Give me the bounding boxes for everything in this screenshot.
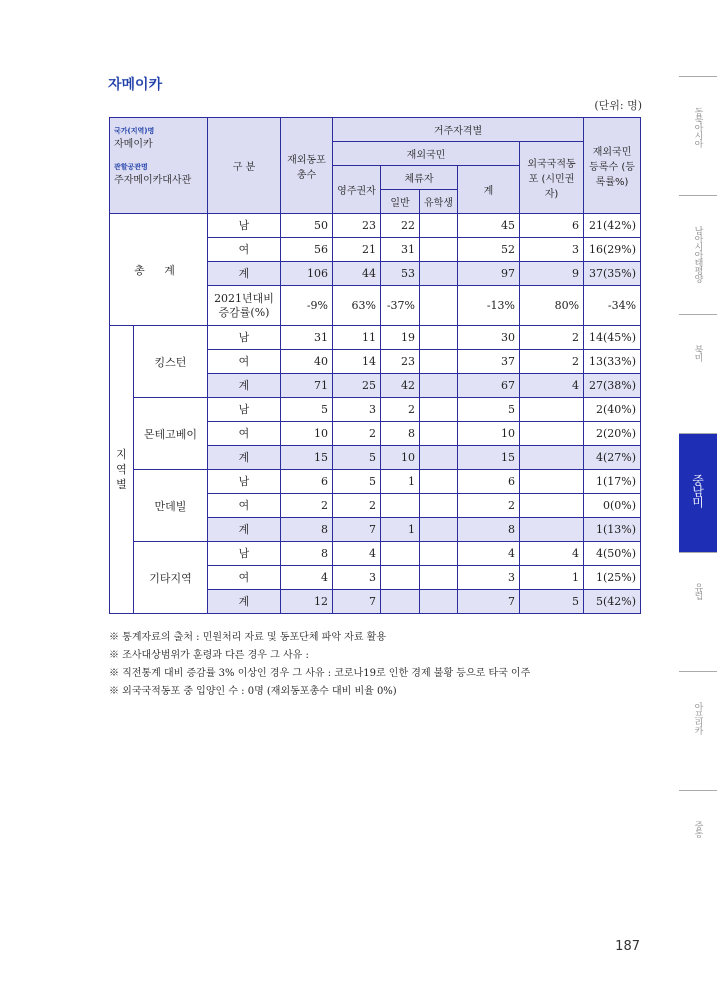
data-cell: -13% — [458, 286, 520, 326]
data-cell: 9 — [520, 262, 584, 286]
side-tab-latin-america[interactable]: 중남미 — [679, 433, 717, 552]
header-category: 구 분 — [208, 118, 281, 214]
data-cell: 5 — [333, 446, 381, 470]
data-cell: 5 — [458, 398, 520, 422]
data-cell: 4 — [281, 566, 333, 590]
region-side-nav — [679, 76, 717, 909]
side-tab-north-america[interactable]: 북미 — [679, 314, 717, 433]
data-cell: 4 — [458, 542, 520, 566]
data-cell: 50 — [281, 214, 333, 238]
row-label: 남 — [208, 398, 281, 422]
row-label: 여 — [208, 566, 281, 590]
data-cell — [420, 214, 458, 238]
data-cell: 4 — [520, 542, 584, 566]
row-label: 여 — [208, 350, 281, 374]
data-cell: 5 — [333, 470, 381, 494]
page-title: 자메이카 — [108, 77, 163, 93]
footnote: ※ 직전통계 대비 증감률 3% 이상인 경우 그 사유 : 코로나19로 인한 경제 불황 등으로 타국 이주 — [109, 668, 531, 679]
data-cell — [420, 350, 458, 374]
region-name: 몬테고베이 — [134, 398, 208, 470]
data-cell — [520, 422, 584, 446]
data-cell — [420, 518, 458, 542]
table-row — [110, 326, 641, 350]
data-cell — [381, 566, 420, 590]
data-cell: 52 — [458, 238, 520, 262]
data-cell: 106 — [281, 262, 333, 286]
data-cell — [520, 446, 584, 470]
region-group-text: 지역별 — [116, 448, 127, 491]
region-name: 기타지역 — [134, 542, 208, 614]
header-general: 일반 — [381, 190, 420, 214]
side-tab-europe[interactable]: 유럽 — [679, 552, 717, 671]
data-cell: 97 — [458, 262, 520, 286]
data-cell: 5(42%) — [584, 590, 641, 614]
side-tab-africa[interactable]: 아프리카 — [679, 671, 717, 790]
data-cell: 25 — [333, 374, 381, 398]
header-foreign: 외국국적동포 (시민권자) — [520, 142, 584, 214]
data-cell: 2 — [520, 326, 584, 350]
data-cell — [420, 238, 458, 262]
data-cell: 71 — [281, 374, 333, 398]
row-label: 계 — [208, 590, 281, 614]
data-cell: 67 — [458, 374, 520, 398]
data-cell — [520, 398, 584, 422]
data-cell: 2 — [333, 494, 381, 518]
header-sum: 계 — [458, 166, 520, 214]
data-cell: 3 — [458, 566, 520, 590]
row-label: 여 — [208, 422, 281, 446]
data-cell: 8 — [381, 422, 420, 446]
data-cell: 6 — [281, 470, 333, 494]
data-cell: 15 — [281, 446, 333, 470]
data-cell: 8 — [281, 542, 333, 566]
statistics-table — [109, 117, 641, 614]
data-cell: 4(27%) — [584, 446, 641, 470]
data-cell: 31 — [281, 326, 333, 350]
header-country-cell: 국가(지역)명 자메이카 관할공관명 주자메이카대사관 — [110, 118, 208, 214]
data-cell: -9% — [281, 286, 333, 326]
data-cell: 56 — [281, 238, 333, 262]
header-sojourn: 체류자 — [381, 166, 458, 190]
data-cell — [420, 374, 458, 398]
data-cell: 10 — [458, 422, 520, 446]
data-cell: 37(35%) — [584, 262, 641, 286]
data-cell — [520, 518, 584, 542]
data-cell: -37% — [381, 286, 420, 326]
data-cell — [420, 422, 458, 446]
data-cell: 4(50%) — [584, 542, 641, 566]
row-label: 여 — [208, 494, 281, 518]
data-cell: 1(17%) — [584, 470, 641, 494]
data-cell: 42 — [381, 374, 420, 398]
footnote: ※ 외국국적동포 중 입양인 수 : 0명 (재외동포총수 대비 비율 0%) — [109, 686, 397, 697]
data-cell: 7 — [458, 590, 520, 614]
row-label: 계 — [208, 446, 281, 470]
data-cell: 53 — [381, 262, 420, 286]
data-cell: 5 — [520, 590, 584, 614]
data-cell: 30 — [458, 326, 520, 350]
data-cell: 37 — [458, 350, 520, 374]
data-cell: 6 — [520, 214, 584, 238]
data-cell: 23 — [333, 214, 381, 238]
data-cell: 14 — [333, 350, 381, 374]
data-cell — [520, 470, 584, 494]
data-cell: 45 — [458, 214, 520, 238]
footnote: ※ 통계자료의 출처 : 민원처리 자료 및 동포단체 파악 자료 활용 — [109, 632, 386, 643]
footnotes — [109, 629, 530, 701]
table-row — [110, 214, 641, 238]
table-row — [110, 470, 641, 494]
data-cell: 8 — [281, 518, 333, 542]
header-residence: 거주자격별 — [333, 118, 584, 142]
data-cell — [381, 494, 420, 518]
data-cell: 1 — [520, 566, 584, 590]
data-cell: 8 — [458, 518, 520, 542]
table-row — [110, 398, 641, 422]
data-cell: 1(25%) — [584, 566, 641, 590]
data-cell — [420, 566, 458, 590]
data-cell: 3 — [333, 398, 381, 422]
data-cell — [420, 286, 458, 326]
data-cell: 23 — [381, 350, 420, 374]
unit-label: (단위: 명) — [594, 99, 642, 112]
data-cell — [420, 494, 458, 518]
data-cell: 14(45%) — [584, 326, 641, 350]
data-cell: 40 — [281, 350, 333, 374]
data-cell: 7 — [333, 590, 381, 614]
data-cell: 10 — [381, 446, 420, 470]
data-cell: 15 — [458, 446, 520, 470]
data-cell — [381, 542, 420, 566]
row-label: 남 — [208, 326, 281, 350]
data-cell — [420, 542, 458, 566]
data-cell: 27(38%) — [584, 374, 641, 398]
header-registered: 재외국민 등록수 (등록률%) — [584, 118, 641, 214]
data-cell: 16(29%) — [584, 238, 641, 262]
data-cell: 12 — [281, 590, 333, 614]
header-total-overseas: 재외동포 총수 — [281, 118, 333, 214]
data-cell: 2(20%) — [584, 422, 641, 446]
data-cell: 31 — [381, 238, 420, 262]
data-cell: 0(0%) — [584, 494, 641, 518]
row-label: 남 — [208, 214, 281, 238]
data-cell: 2(40%) — [584, 398, 641, 422]
row-label: 여 — [208, 238, 281, 262]
side-tab-northeast-asia[interactable]: 동북아시아 — [679, 76, 717, 195]
data-cell: 6 — [458, 470, 520, 494]
data-cell: 1 — [381, 518, 420, 542]
page-number: 187 — [615, 939, 640, 954]
header-student: 유학생 — [420, 190, 458, 214]
data-cell — [420, 262, 458, 286]
header-permanent: 영주권자 — [333, 166, 381, 214]
data-cell: 7 — [333, 518, 381, 542]
row-label: 계 — [208, 518, 281, 542]
data-cell — [420, 326, 458, 350]
data-cell: 4 — [520, 374, 584, 398]
row-label: 남 — [208, 542, 281, 566]
data-cell: 1 — [381, 470, 420, 494]
data-cell: 2 — [458, 494, 520, 518]
data-cell: 3 — [520, 238, 584, 262]
data-cell: 19 — [381, 326, 420, 350]
data-cell: 2 — [333, 422, 381, 446]
total-group-label: 총 계 — [110, 214, 208, 326]
data-cell: 22 — [381, 214, 420, 238]
row-label: 계 — [208, 262, 281, 286]
data-cell — [420, 590, 458, 614]
region-name: 만데빌 — [134, 470, 208, 542]
data-cell: 3 — [333, 566, 381, 590]
data-cell: 13(33%) — [584, 350, 641, 374]
data-cell: 11 — [333, 326, 381, 350]
data-cell: -34% — [584, 286, 641, 326]
region-group-label — [110, 326, 134, 614]
data-cell: 44 — [333, 262, 381, 286]
data-cell: 2 — [281, 494, 333, 518]
data-cell: 80% — [520, 286, 584, 326]
data-cell — [420, 470, 458, 494]
data-cell: 63% — [333, 286, 381, 326]
data-cell: 5 — [281, 398, 333, 422]
data-cell — [420, 446, 458, 470]
row-label: 계 — [208, 374, 281, 398]
data-cell: 4 — [333, 542, 381, 566]
data-cell: 10 — [281, 422, 333, 446]
data-cell — [520, 494, 584, 518]
data-cell — [420, 398, 458, 422]
footnote: ※ 조사대상범위가 훈령과 다른 경우 그 사유 : — [109, 650, 309, 661]
data-cell: 21 — [333, 238, 381, 262]
data-cell — [381, 590, 420, 614]
data-cell: 1(13%) — [584, 518, 641, 542]
row-label: 2021년대비 증감률(%) — [208, 286, 281, 326]
data-cell: 2 — [381, 398, 420, 422]
region-name: 킹스턴 — [134, 326, 208, 398]
side-tab-south-asia-pacific[interactable]: 남아시아태평양 — [679, 195, 717, 314]
data-cell: 21(42%) — [584, 214, 641, 238]
data-cell: 2 — [520, 350, 584, 374]
side-tab-middle-east[interactable]: 중동 — [679, 790, 717, 909]
row-label: 남 — [208, 470, 281, 494]
table-row — [110, 542, 641, 566]
header-nationals: 재외국민 — [333, 142, 520, 166]
